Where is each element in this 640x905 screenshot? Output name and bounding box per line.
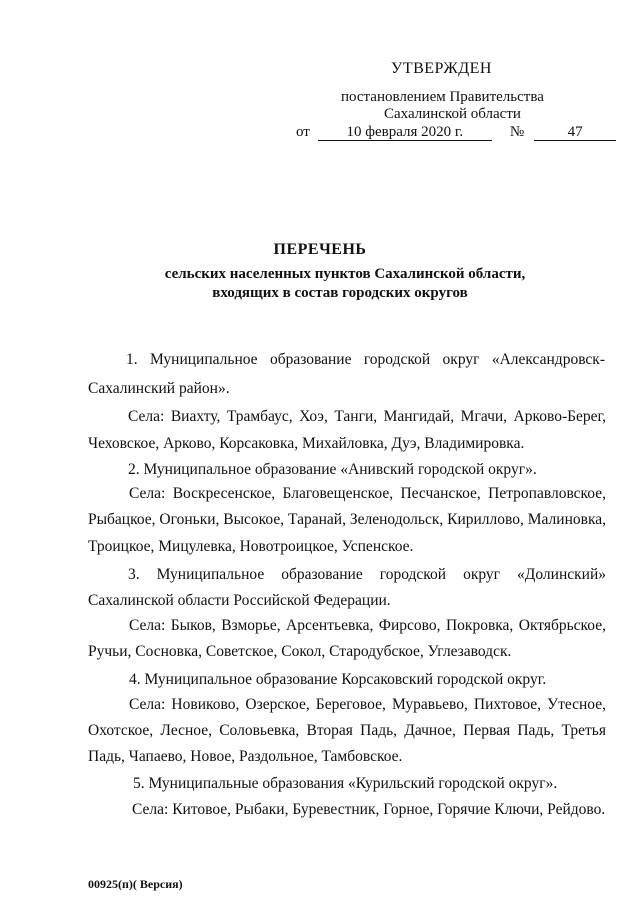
item-2-villages-line-3: Троицкое, Мицулевка, Новотроицкое, Успенское. <box>88 538 414 555</box>
item-2-villages-line-2: Рыбацкое, Огоньки, Высокое, Таранай, Зеленодольск, Кириллово, Малиновка, <box>88 511 606 528</box>
item-1-villages-line-1: Села: Виахту, Трамбаус, Хоэ, Танги, Мангидай, Мгачи, Арково-Берег, <box>128 408 606 425</box>
item-3-heading-line-2: Сахалинской области Российской Федерации. <box>88 592 391 609</box>
item-4-villages-line-3: Падь, Чапаево, Новое, Раздольное, Тамбовское. <box>88 748 403 765</box>
item-3-villages-line-2: Ручьи, Сосновка, Советское, Сокол, Стародубское, Углезаводск. <box>88 643 512 660</box>
item-2-villages-line-1: Села: Воскресенское, Благовещенское, Песчанское, Петропавловское, <box>129 485 606 502</box>
item-1-heading-line-2: Сахалинский район». <box>88 380 230 397</box>
document-subtitle-2: входящих в состав городских округов <box>212 285 468 301</box>
item-2-heading: 2. Муниципальное образование «Анивский городской округ». <box>128 461 537 478</box>
item-5-heading: 5. Муниципальные образования «Курильский городской округ». <box>133 775 558 792</box>
resolution-date: 10 февраля 2020 г. <box>318 125 492 141</box>
from-label: от <box>296 124 310 140</box>
number-sign: № <box>509 124 525 140</box>
item-4-villages-line-1: Села: Новиково, Озерское, Береговое, Муравьево, Пихтовое, Утесное, <box>129 696 606 713</box>
resolution-number: 47 <box>534 125 616 141</box>
item-5-villages-line-1: Села: Китовое, Рыбаки, Буревестник, Горное, Горячие Ключи, Рейдово. <box>132 801 606 818</box>
item-4-villages-line-2: Охотское, Лесное, Соловьевка, Вторая Падь, Дачное, Первая Падь, Третья <box>88 722 606 739</box>
date-number-line <box>296 124 616 141</box>
document-title: ПЕРЕЧЕНЬ <box>273 241 367 258</box>
resolution-line-1: постановлением Правительства <box>341 89 544 105</box>
approval-stamp-title: УТВЕРЖДЕН <box>391 60 492 77</box>
document-subtitle-1: сельских населенных пунктов Сахалинской области, <box>164 266 526 282</box>
item-1-heading-line-1: 1. Муниципальное образование городской округ «Александровск- <box>126 351 605 368</box>
item-1-villages-line-2: Чеховское, Арково, Корсаковка, Михайловка, Дуэ, Владимировка. <box>88 435 525 452</box>
item-3-heading-line-1: 3. Муниципальное образование городской округ «Долинский» <box>128 566 606 583</box>
item-4-heading: 4. Муниципальное образование Корсаковский городской округ. <box>129 671 547 688</box>
document-footer-code: 00925(п)( Версия) <box>88 877 183 891</box>
resolution-line-2: Сахалинской области <box>384 106 521 122</box>
item-3-villages-line-1: Села: Быков, Взморье, Арсентьевка, Фирсово, Покровка, Октябрьское, <box>129 617 606 634</box>
